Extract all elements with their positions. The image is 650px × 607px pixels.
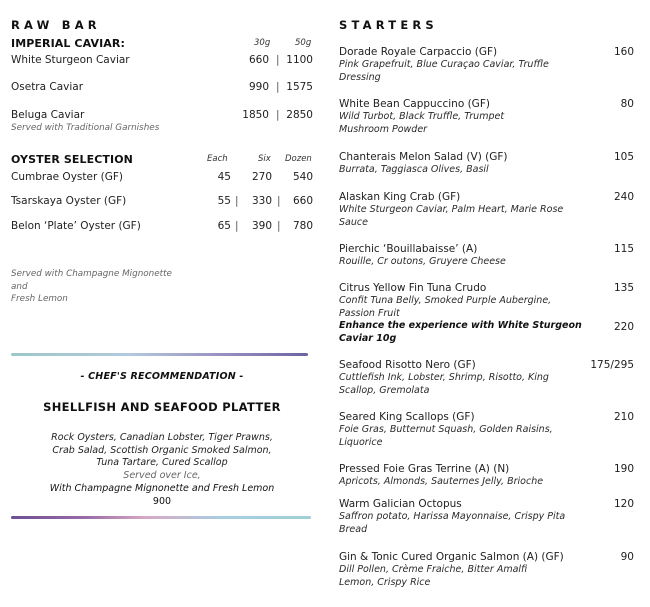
- price-separator: |: [276, 54, 280, 66]
- menu-item: [339, 282, 634, 346]
- oyster-name: Tsarskaya Oyster (GF): [11, 195, 127, 207]
- platter-description: [11, 432, 313, 508]
- platter-ingredients-line: Rock Oysters, Canadian Lobster, Tiger Prawns,: [51, 432, 273, 443]
- item-price: 240: [613, 191, 634, 203]
- oyster-price-dozen: 780: [292, 220, 313, 232]
- caviar-row: [11, 81, 313, 95]
- price-separator: |: [276, 81, 280, 93]
- enhancement-option: [339, 320, 589, 345]
- item-description: Saffron potato, Harissa Mayonnaise, Crispy Pita Bread: [339, 511, 566, 535]
- oyster-price-dozen: 660: [292, 195, 313, 207]
- price-separator: |: [277, 220, 281, 232]
- item-description: Rouille, Cr outons, Gruyere Cheese: [339, 256, 506, 267]
- item-price: 115: [613, 243, 634, 255]
- caviar-price-30g: 1850: [242, 109, 269, 121]
- item-price: 210: [613, 411, 634, 423]
- menu-item: [339, 551, 634, 589]
- item-price: 90: [620, 551, 634, 563]
- item-description: Wild Turbot, Black Truffle, Trumpet Mushroom Powder: [339, 111, 505, 135]
- platter-title: SHELLFISH AND SEAFOOD PLATTER: [43, 400, 281, 414]
- platter-accompaniment: With Champagne Mignonette and Fresh Lemon: [49, 482, 275, 494]
- price-separator: |: [277, 195, 281, 207]
- item-description: Cuttlefish Ink, Lobster, Shrimp, Risotto, King Scallop, Gremolata: [339, 372, 549, 396]
- item-price: 120: [613, 498, 634, 510]
- caviar-name: Osetra Caviar: [11, 81, 84, 93]
- caviar-price-30g: 660: [248, 54, 269, 66]
- item-name: Warm Galician Octopus: [339, 498, 462, 510]
- oyster-col-six: Six: [258, 154, 271, 164]
- price-separator: |: [235, 220, 239, 232]
- caviar-row: [11, 109, 313, 123]
- oyster-col-dozen: Dozen: [285, 154, 312, 164]
- menu-item: [339, 191, 634, 229]
- oyster-row: [11, 171, 313, 185]
- oyster-selection-header: [11, 153, 313, 167]
- raw-bar-title: RAW BAR: [11, 18, 101, 32]
- item-name: Alaskan King Crab (GF): [339, 191, 461, 203]
- oyster-row: [11, 195, 313, 209]
- caviar-name: White Sturgeon Caviar: [11, 54, 130, 66]
- item-price: 80: [620, 98, 634, 110]
- imperial-caviar-header: [11, 37, 313, 51]
- item-description: Apricots, Almonds, Sauternes Jelly, Brioche: [339, 476, 544, 487]
- caviar-row: [11, 54, 313, 68]
- imperial-caviar-title: IMPERIAL CAVIAR:: [11, 37, 125, 50]
- item-name: Gin & Tonic Cured Organic Salmon (A) (GF): [339, 551, 564, 563]
- oyster-price-each: 55: [217, 195, 231, 207]
- menu-item: [339, 46, 634, 84]
- oyster-price-dozen: 540: [292, 171, 313, 183]
- item-name: White Bean Cappuccino (GF): [339, 98, 490, 110]
- item-name: Chanterais Melon Salad (V) (GF): [339, 151, 508, 163]
- item-description: Confit Tuna Belly, Smoked Purple Aubergine, Passion Fruit: [339, 295, 552, 319]
- oyster-row: [11, 220, 313, 234]
- enhancement-text: Enhance the experience with White Sturgeon Caviar 10g: [339, 320, 582, 345]
- item-name: Seared King Scallops (GF): [339, 411, 475, 423]
- item-name: Pressed Foie Gras Terrine (A) (N): [339, 463, 510, 475]
- caviar-price-50g: 2850: [286, 109, 313, 121]
- item-price: 160: [613, 46, 634, 58]
- platter-served-note: Served over Ice,: [123, 470, 201, 482]
- menu-item: [339, 151, 634, 177]
- platter-price: 900: [152, 495, 172, 507]
- caviar-price-50g: 1100: [286, 54, 313, 66]
- caviar-col-50g: 50g: [295, 38, 312, 48]
- item-name: Pierchic ‘Bouillabaisse’ (A): [339, 243, 478, 255]
- oyster-name: Cumbrae Oyster (GF): [11, 171, 123, 183]
- menu-item: [339, 411, 634, 449]
- oyster-note-line: Fresh Lemon: [11, 294, 68, 304]
- item-description: Foie Gras, Butternut Squash, Golden Raisins, Liquorice: [339, 424, 553, 448]
- item-description: Pink Grapefruit, Blue Curaçao Caviar, Truffle Dressing: [339, 59, 549, 83]
- oyster-note-line: and: [11, 281, 28, 292]
- item-description: Burrata, Taggiasca Olives, Basil: [339, 164, 489, 175]
- enhancement-price: 220: [613, 321, 634, 333]
- item-description: Dill Pollen, Crème Fraiche, Bitter Amalfi Lemon, Crispy Rice: [339, 564, 528, 588]
- starters-title: STARTERS: [339, 18, 438, 32]
- oyster-price-six: 390: [251, 220, 272, 232]
- item-name: Citrus Yellow Fin Tuna Crudo: [339, 282, 487, 294]
- item-name: Dorade Royale Carpaccio (GF): [339, 46, 498, 58]
- platter-ingredients-line: Tuna Tartare, Cured Scallop: [96, 457, 228, 469]
- oyster-price-six: 330: [251, 195, 272, 207]
- item-price: 135: [613, 282, 634, 294]
- item-price: 190: [613, 463, 634, 475]
- caviar-price-30g: 990: [248, 81, 269, 93]
- platter-ingredients-line: Crab Salad, Scottish Organic Smoked Salmon,: [52, 444, 272, 456]
- caviar-note: Served with Traditional Garnishes: [11, 123, 160, 133]
- caviar-col-30g: 30g: [254, 38, 271, 48]
- gradient-divider-bottom: [11, 516, 311, 519]
- price-separator: |: [235, 195, 239, 207]
- chef-recommendation-label: - CHEF'S RECOMMENDATION -: [80, 371, 244, 382]
- menu-item: [339, 498, 634, 536]
- menu-item: [339, 463, 634, 489]
- oyster-price-each: 45: [217, 171, 231, 183]
- caviar-name: Beluga Caviar: [11, 109, 85, 121]
- caviar-price-50g: 1575: [286, 81, 313, 93]
- item-price: 105: [613, 151, 634, 163]
- oyster-name: Belon ‘Plate’ Oyster (GF): [11, 220, 141, 232]
- menu-item: [339, 98, 634, 136]
- oyster-note: [11, 268, 172, 306]
- oyster-price-six: 270: [251, 171, 272, 183]
- item-description: White Sturgeon Caviar, Palm Heart, Marie Rose Sauce: [339, 204, 564, 228]
- menu-item: [339, 359, 634, 397]
- oyster-note-line: Served with Champagne Mignonette: [11, 269, 172, 279]
- gradient-divider-top: [11, 353, 308, 356]
- oyster-selection-title: OYSTER SELECTION: [11, 153, 133, 166]
- item-price: 175/295: [590, 359, 634, 371]
- oyster-price-each: 65: [217, 220, 231, 232]
- menu-item: [339, 243, 634, 269]
- oyster-col-each: Each: [207, 154, 228, 164]
- item-name: Seafood Risotto Nero (GF): [339, 359, 476, 371]
- price-separator: |: [276, 109, 280, 121]
